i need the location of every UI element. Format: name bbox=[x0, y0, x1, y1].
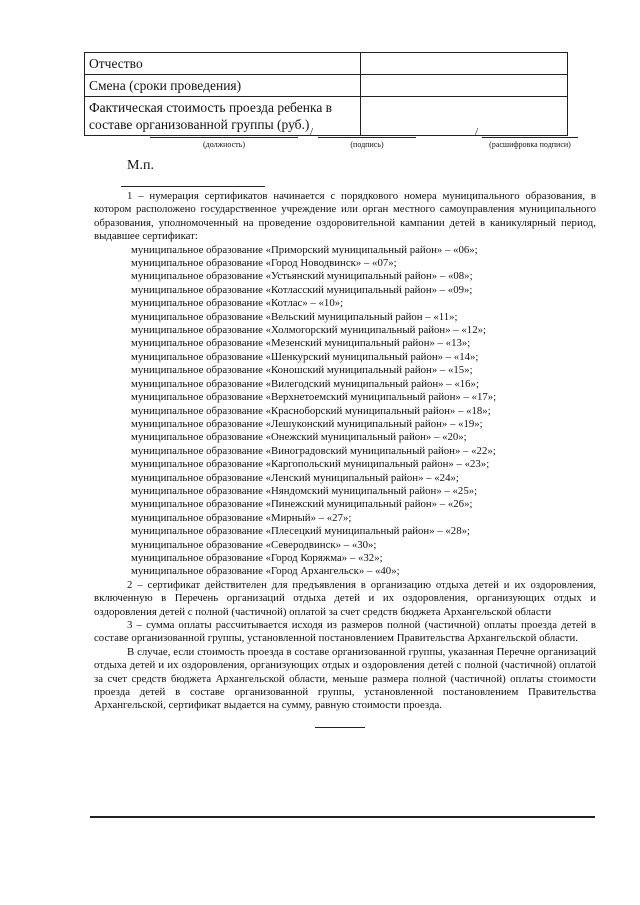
list-item: муниципальное образование «Котлас» – «10»; bbox=[131, 297, 344, 310]
decryption-label: (расшифровка подписи) bbox=[489, 140, 571, 149]
note-1: 1 – нумерация сертификатов начинается с порядкового номера муниципального образования, в котором расположено государственное учреждение или орган местного самоуправления муниципального образования, уполномоченный на проведение оздоровительной кампании детей в каникулярный период, выдавшее сертификат: bbox=[94, 190, 596, 243]
table-row bbox=[85, 53, 568, 75]
list-item: муниципальное образование «Северодвинск» – «30»; bbox=[131, 538, 377, 551]
row-value-shift[interactable] bbox=[360, 75, 567, 97]
signature-line bbox=[318, 137, 416, 138]
list-item: муниципальное образование «Приморский муниципальный район» – «06»; bbox=[131, 243, 478, 256]
list-item: муниципальное образование «Пинежский муниципальный район» – «26»; bbox=[131, 498, 473, 511]
list-item: муниципальное образование «Вилегодский муниципальный район» – «16»; bbox=[131, 377, 479, 390]
list-item: муниципальное образование «Красноборский муниципальный район» – «18»; bbox=[131, 404, 491, 417]
end-rule bbox=[315, 727, 365, 728]
list-item: муниципальное образование «Няндомский муниципальный район» – «25»; bbox=[131, 484, 478, 497]
table-row bbox=[85, 75, 568, 97]
list-item: муниципальное образование «Устьянский муниципальный район» – «08»; bbox=[131, 270, 473, 283]
row-label-shift: Смена (сроки проведения) bbox=[85, 75, 361, 97]
note-3: 3 – сумма оплаты рассчитывается исходя из размеров полной (частичной) оплаты проезда детей в составе организованной группы, установленной постановлением Правительства Архангельской области. bbox=[94, 619, 596, 645]
table-row bbox=[85, 97, 568, 136]
row-label-travel-cost: Фактическая стоимость проезда ребенка в составе организованной группы (руб.) bbox=[85, 97, 361, 136]
list-item: муниципальное образование «Холмогорский муниципальный район» – «12»; bbox=[131, 324, 486, 337]
footnotes bbox=[94, 190, 596, 713]
list-item: муниципальное образование «Ленский муниципальный район» – «24»; bbox=[131, 471, 459, 484]
list-item: муниципальное образование «Шенкурский муниципальный район» – «14»; bbox=[131, 350, 479, 363]
stamp-place: М.п. bbox=[127, 158, 154, 173]
list-item: муниципальное образование «Город Новодвинск» – «07»; bbox=[131, 257, 397, 270]
signature-slash: / bbox=[310, 126, 314, 138]
signature-slash: / bbox=[475, 126, 479, 138]
list-item: муниципальное образование «Коношский муниципальный район» – «15»; bbox=[131, 364, 473, 377]
bottom-rule bbox=[90, 816, 595, 818]
footnote-separator bbox=[121, 186, 265, 187]
list-item: муниципальное образование «Верхнетоемский муниципальный район» – «17»; bbox=[131, 391, 497, 404]
signature-label: (подпись) bbox=[350, 140, 384, 149]
list-item: муниципальное образование «Город Коряжма» – «32»; bbox=[131, 551, 383, 564]
row-value-travel-cost[interactable] bbox=[360, 97, 567, 136]
list-item: муниципальное образование «Лешуконский муниципальный район» – «19»; bbox=[131, 417, 483, 430]
decryption-line bbox=[482, 137, 578, 138]
list-item: муниципальное образование «Виноградовский муниципальный район» – «22»; bbox=[131, 444, 496, 457]
form-table bbox=[84, 52, 568, 136]
list-item: муниципальное образование «Каргопольский муниципальный район» – «23»; bbox=[131, 458, 490, 471]
list-item: муниципальное образование «Котласский муниципальный район» – «09»; bbox=[131, 283, 473, 296]
position-label: (должность) bbox=[203, 140, 245, 149]
list-item: муниципальное образование «Онежский муниципальный район» – «20»; bbox=[131, 431, 467, 444]
list-item: муниципальное образование «Мирный» – «27»; bbox=[131, 511, 352, 524]
list-item: муниципальное образование «Мезенский муниципальный район» – «13»; bbox=[131, 337, 471, 350]
row-value-patronymic[interactable] bbox=[360, 53, 567, 75]
municipality-list bbox=[94, 244, 596, 579]
list-item: муниципальное образование «Плесецкий муниципальный район» – «28»; bbox=[131, 525, 470, 538]
row-label-patronymic: Отчество bbox=[85, 53, 361, 75]
list-item: муниципальное образование «Город Архангельск» – «40»; bbox=[131, 565, 400, 578]
note-2: 2 – сертификат действителен для предъявления в организацию отдыха детей и их оздоровления, включенную в Перечень организаций отдыха детей и их оздоровления, организующих отдых и оздоровления детей с полной (частичной) оплатой за счет средств бюджета Архангельской области bbox=[94, 578, 596, 618]
note-4: В случае, если стоимость проезда в составе организованной группы, указанная Перечне организаций отдыха детей и их оздоровления, организующих отдых и оздоровления детей с полной (частичной) оплатой за счет средств бюджета Архангельской области, меньше размера полной (частичной) оплаты стоимости проезда детей в составе организованной группы, установленной постановлением Правительства Архангельской, сертификат выдается на сумму, равную стоимости проезда. bbox=[94, 645, 596, 712]
list-item: муниципальное образование «Вельский муниципальный район – «11»; bbox=[131, 310, 458, 323]
position-line bbox=[150, 137, 298, 138]
